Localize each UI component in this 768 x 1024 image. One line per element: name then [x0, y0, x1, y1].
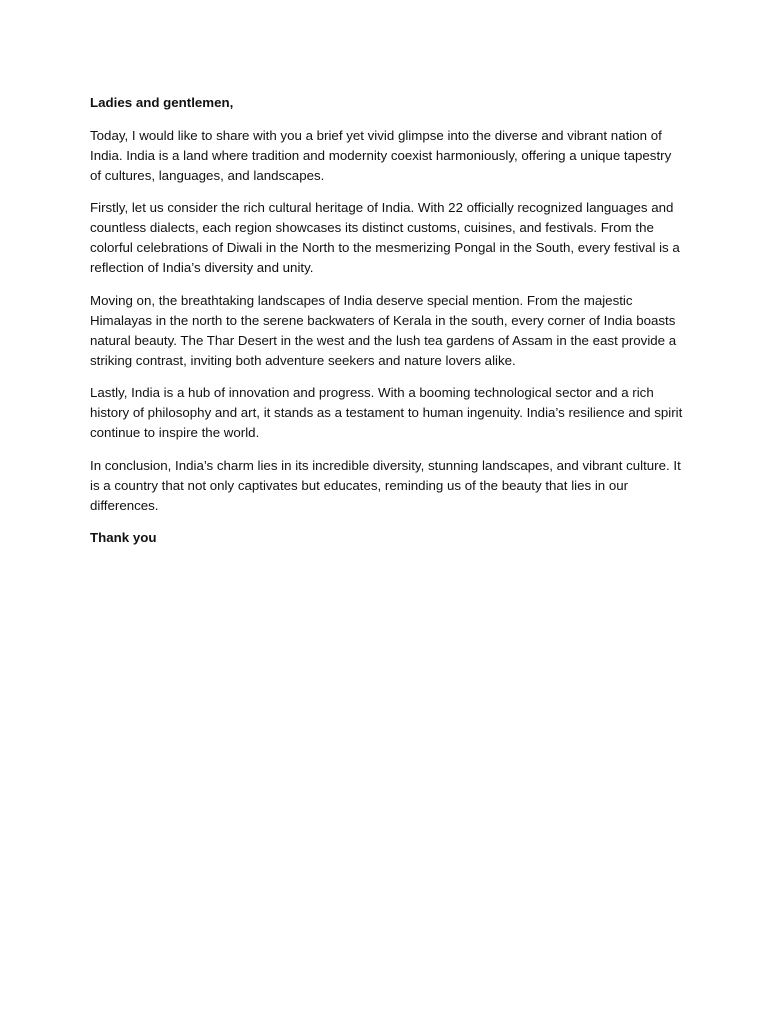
- paragraph-conclusion: In conclusion, India’s charm lies in its incredible diversity, stunning landscapes, and vibrant culture. It is a country that not only captivates but educates, reminding us of the beauty that lies in our differences.: [90, 457, 681, 513]
- closing: Thank you: [90, 530, 157, 545]
- paragraph-intro: Today, I would like to share with you a brief yet vivid glimpse into the diverse and vibrant nation of India. India is a land where tradition and modernity coexist harmoniously, offering a unique tapestry of cultures, languages, and landscapes.: [90, 127, 672, 183]
- paragraph-cultural-heritage: Firstly, let us consider the rich cultural heritage of India. With 22 officially recognized languages and countless dialects, each region showcases its distinct customs, cuisines, and festivals. From the colorful celebrations of Diwali in the North to the mesmerizing Pongal in the South, every festival is a reflection of India’s diversity and unity.: [90, 200, 680, 275]
- paragraph-innovation: Lastly, India is a hub of innovation and progress. With a booming technological sector and a rich history of philosophy and art, it stands as a testament to human ingenuity. India’s resilience and spirit continue to inspire the world.: [90, 385, 683, 440]
- paragraph-landscapes: Moving on, the breathtaking landscapes of India deserve special mention. From the majestic Himalayas in the north to the serene backwaters of Kerala in the south, every corner of India boasts natural beauty. The Thar Desert in the west and the lush tea gardens of Assam in the east provide a striking contrast, inviting both adventure seekers and nature lovers alike.: [90, 292, 677, 368]
- greeting: Ladies and gentlemen,: [90, 95, 234, 110]
- document-body: [90, 93, 684, 561]
